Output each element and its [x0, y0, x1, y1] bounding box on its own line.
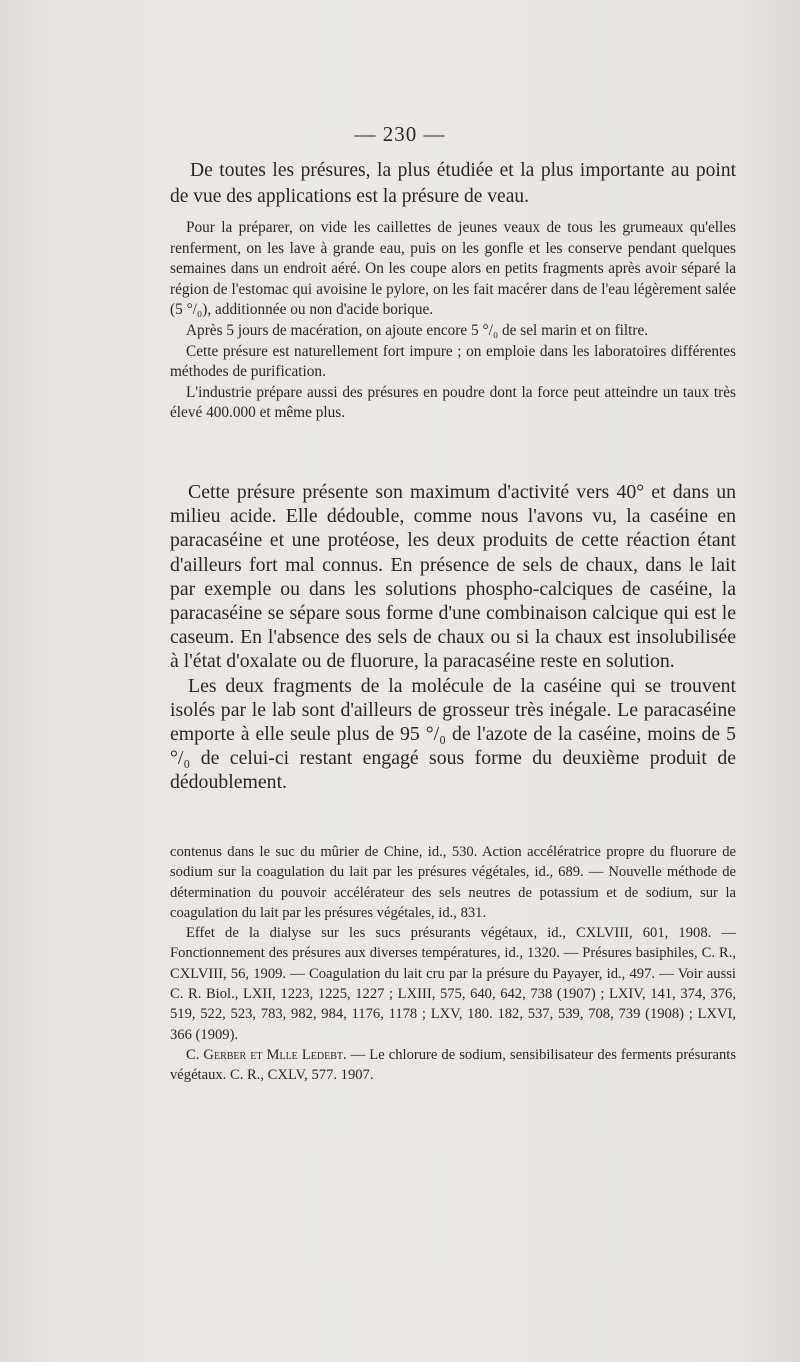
preparation-section [170, 218, 736, 424]
preparation-paragraph: Cette présure est naturellement fort impure ; on emploie dans les laboratoires différentes méthodes de purification. [170, 342, 736, 381]
preparation-paragraph: Après 5 jours de macération, on ajoute encore 5 °/₀ de sel marin et on filtre. [186, 321, 649, 339]
footnote-last [170, 1045, 736, 1086]
footnote-paragraph: contenus dans le suc du mûrier de Chine, id., 530. Action accélératrice propre du fluorure de sodium sur la coagulation du lait par les présures végétales, id., 689. — Nouvelle méthode de détermination du pouvoir accélérateur des sels neutres de potassium et de sodium, sur la coagulation du lait par les présures végétales, id., 831. [170, 844, 736, 921]
footnote-authors: C. Gerber et Mlle Ledebt. [186, 1046, 347, 1063]
page-number: — 230 — [354, 122, 446, 146]
footnote-text: — Le chlorure de sodium, sensibilisateur des ferments présurants végétaux. C. R., CXLV, 577. 1907. [170, 1046, 736, 1084]
preparation-paragraph: Pour la préparer, on vide les caillettes de jeunes veaux de tous les grumeaux qu'elles renferment, on les lave à grande eau, puis on les gonfle et les conserve pendant quelques semaines dans un endroit aéré. On les coupe alors en petits fragments après avoir séparé la région de l'estomac qui avoisine le pylore, on les fait macérer dans de l'eau légèrement salée (5 °/₀), additionnée ou non d'acide borique. [170, 219, 736, 319]
preparation-paragraph: L'industrie prépare aussi des présures en poudre dont la force peut atteindre un taux très élevé 400.000 et même plus. [170, 383, 736, 422]
main-section [170, 480, 736, 795]
main-paragraph: Cette présure présente son maximum d'activité vers 40° et dans un milieu acide. Elle dédouble, comme nous l'avons vu, la caséine en paracaséine et une protéose, les deux produits de cette réaction étant d'ailleurs fort mal connus. En présence de sels de chaux, dans le lait par exemple ou dans les solutions phospho-calciques de caséine, la paracaséine se sépare sous forme d'une combinaison calcique qui est le caseum. En l'absence des sels de chaux ou si la chaux est insolubilisée à l'état d'oxalate ou de fluorure, la paracaséine reste en solution. [170, 481, 736, 673]
main-paragraph: Les deux fragments de la molécule de la caséine qui se trouvent isolés par le lab sont d'ailleurs de grosseur très inégale. Le paracaséine emporte à elle seule plus de 95 °/₀ de l'azote de la caséine, moins de 5 °/₀ de celui-ci restant engagé sous forme du deuxième produit de dédoublement. [170, 674, 736, 794]
footnote-paragraph: Effet de la dialyse sur les sucs présurants végétaux, id., CXLVIII, 601, 1908. — Fonctionnement des présures aux diverses températures, id., 1320. — Présures basiphiles, C. R., CXLVIII, 56, 1909. — Coagulation du lait cru par la présure du Payayer, id., 497. — Voir aussi C. R. Biol., LXII, 1223, 1225, 1227 ; LXIII, 575, 640, 642, 738 (1907) ; LXIV, 141, 374, 376, 519, 522, 523, 783, 982, 984, 1176, 1178 ; LXV, 180. 182, 537, 539, 708, 739 (1908) ; LXVI, 366 (1909). [170, 925, 736, 1043]
intro-section [170, 158, 736, 210]
intro-paragraph: De toutes les présures, la plus étudiée et la plus importante au point de vue des applications est la présure de veau. [170, 160, 736, 207]
footnotes-section [170, 842, 736, 1086]
